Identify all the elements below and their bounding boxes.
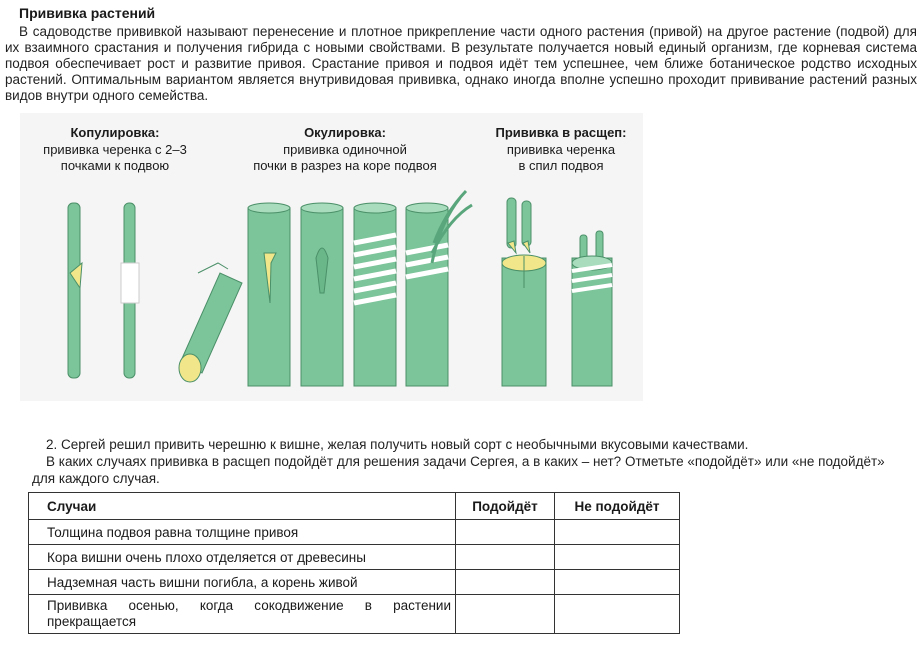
caption-budding-line2: почки в разрез на коре подвоя: [253, 158, 437, 173]
case-cell: Надземная часть вишни погибла, а корень живой: [29, 570, 456, 595]
grafting-figure: [20, 113, 643, 401]
not-suitable-cell[interactable]: [555, 570, 680, 595]
intro-paragraph: В садоводстве прививкой называют перенесение и плотное прикрепление части одного растения (привой) на другое растение (подвой) для их взаимного срастания и получения гибрида с новыми свойствами. В результате получается новый единый организм, где корневая система подвоя обеспечивает рост и развитие привоя. Срастание привоя и подвоя идёт тем успешнее, чем ближе ботаническое родство исходных растений. Оптимальным вариантом является внутривидовая прививка, однако иногда вполне успешно проходит прививание растений разных видов внутри одного семейства.: [5, 24, 917, 103]
budding-stem-1: [248, 203, 290, 386]
caption-cleft-line1: прививка черенка: [506, 141, 616, 157]
table-row: [29, 520, 680, 545]
caption-budding-line1: прививка одиночной: [283, 141, 407, 157]
caption-copulation-line2: почками к подвою: [60, 158, 170, 173]
suitable-cell[interactable]: [456, 545, 555, 570]
caption-copulation-line1: прививка черенка с 2–3: [43, 141, 187, 157]
question-instruction: В каких случаях прививка в расщеп подойдёт для решения задачи Сергея, а в каких – нет? Отметьте «подойдёт» или «не подойдёт» для каждого случая.: [32, 454, 885, 486]
cleft-stock-1: [502, 255, 546, 386]
not-suitable-cell[interactable]: [555, 545, 680, 570]
case-cell: Толщина подвоя равна толщине привоя: [29, 520, 456, 545]
caption-cleft-line2: в спил подвоя: [518, 158, 604, 173]
cleft-scions: [507, 198, 531, 253]
not-suitable-cell[interactable]: [555, 595, 680, 634]
suitable-cell[interactable]: [456, 520, 555, 545]
question-block: [32, 436, 892, 487]
header-cases: Случаи: [29, 493, 456, 520]
header-not-suitable: Не подойдёт: [555, 493, 680, 520]
page-title: Прививка растений: [19, 5, 156, 21]
budding-stem-2: [301, 203, 343, 386]
caption-copulation-title: Копулировка:: [70, 125, 160, 140]
suitable-cell[interactable]: [456, 595, 555, 634]
cleft-stock-2: [572, 231, 612, 386]
suitable-cell[interactable]: [456, 570, 555, 595]
table-row: [29, 570, 680, 595]
answer-table: [28, 492, 680, 634]
grafting-illustration: [20, 113, 643, 401]
case-cell: Кора вишни очень плохо отделяется от древесины: [29, 545, 456, 570]
not-suitable-cell[interactable]: [555, 520, 680, 545]
header-suitable: Подойдёт: [456, 493, 555, 520]
question-text: 2. Сергей решил привить черешню к вишне, желая получить новый сорт с необычными вкусовыми качествами.: [46, 437, 749, 452]
caption-budding-title: Окулировка:: [304, 125, 386, 140]
budding-stem-4: [406, 191, 472, 386]
copulation-stem-1: [68, 203, 82, 378]
table-row: [29, 545, 680, 570]
caption-cleft-title: Прививка в расщеп:: [495, 125, 627, 140]
budding-stem-3: [354, 203, 396, 386]
copulation-cut-branch: [179, 263, 242, 382]
case-cell: Прививка осенью, когда сокодвижение в растении прекращается: [29, 595, 456, 634]
copulation-stem-2: [121, 203, 139, 378]
table-row: [29, 595, 680, 634]
table-header-row: [29, 493, 680, 520]
